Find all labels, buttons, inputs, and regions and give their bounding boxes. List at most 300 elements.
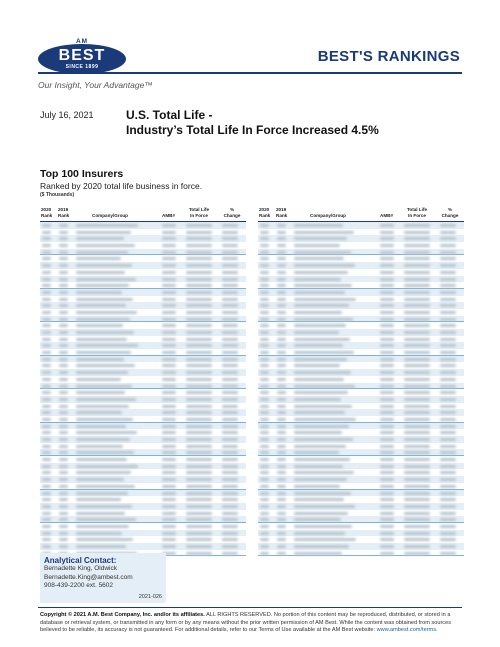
blurred-cell [294, 451, 339, 454]
blurred-cell [260, 512, 269, 515]
blurred-cell [440, 351, 456, 354]
blurred-cell [186, 284, 212, 287]
contact-email[interactable]: Bernadette.King@ambest.com [44, 573, 133, 581]
blurred-cell [380, 465, 394, 468]
table-row [258, 362, 464, 369]
blurred-cell [294, 431, 342, 434]
blurred-cell [59, 237, 68, 240]
blurred-cell [294, 538, 356, 541]
blurred-cell [42, 304, 51, 307]
blurred-cell [162, 398, 176, 401]
blurred-cell [186, 257, 212, 260]
blurred-cell [222, 505, 238, 508]
blurred-cell [294, 512, 348, 515]
blurred-cell [59, 251, 68, 254]
blurred-cell [380, 471, 394, 474]
blurred-cell [76, 385, 132, 388]
blurred-cell [186, 298, 212, 301]
blurred-cell [380, 518, 394, 521]
footer-disclaimer [40, 612, 462, 635]
brand-title: BEST'S RANKINGS [317, 48, 460, 65]
blurred-cell [42, 525, 51, 528]
blurred-cell [76, 518, 136, 521]
blurred-cell [440, 278, 456, 281]
table-row [40, 389, 246, 396]
blurred-cell [380, 304, 394, 307]
blurred-cell [76, 358, 124, 361]
table-row [258, 503, 464, 510]
blurred-cell [404, 331, 430, 334]
blurred-cell [380, 512, 394, 515]
blurred-cell [440, 311, 456, 314]
blurred-cell [186, 231, 212, 234]
blurred-cell [162, 465, 176, 468]
table-row [258, 369, 464, 376]
blurred-cell [222, 231, 238, 234]
blurred-cell [260, 445, 269, 448]
blurred-cell [294, 224, 343, 227]
blurred-cell [76, 492, 128, 495]
blurred-cell [59, 358, 68, 361]
table-row [40, 316, 246, 323]
table-row [258, 469, 464, 476]
blurred-cell [186, 371, 212, 374]
blurred-cell [440, 257, 456, 260]
table-row [258, 255, 464, 262]
blurred-cell [380, 338, 394, 341]
blurred-cell [440, 224, 456, 227]
blurred-cell [404, 552, 430, 555]
blurred-cell [222, 545, 238, 548]
blurred-cell [222, 237, 238, 240]
blurred-cell [277, 231, 286, 234]
blurred-cell [260, 431, 269, 434]
blurred-cell [59, 391, 68, 394]
blurred-cell [186, 411, 212, 414]
blurred-cell [186, 538, 212, 541]
am-best-logo[interactable] [38, 40, 126, 74]
blurred-cell [162, 338, 176, 341]
blurred-cell [294, 257, 344, 260]
footer-divider [38, 607, 462, 608]
blurred-cell [76, 231, 131, 234]
blurred-cell [59, 371, 68, 374]
blurred-cell [404, 251, 430, 254]
blurred-cell [42, 291, 51, 294]
blurred-cell [162, 264, 176, 267]
blurred-cell [76, 391, 125, 394]
table-row [258, 276, 464, 283]
blurred-cell [277, 478, 286, 481]
tagline: Our Insight, Your Advantage™ [38, 80, 153, 90]
blurred-cell [59, 498, 68, 501]
table-row [40, 282, 246, 289]
page-header [0, 0, 500, 100]
blurred-cell [404, 411, 430, 414]
blurred-cell [277, 224, 286, 227]
blurred-cell [162, 411, 176, 414]
blurred-cell [162, 291, 176, 294]
blurred-cell [380, 331, 394, 334]
table-row [258, 269, 464, 276]
blurred-cell [76, 351, 131, 354]
table-row [40, 362, 246, 369]
blurred-cell [404, 298, 430, 301]
blurred-cell [294, 251, 351, 254]
table-row [258, 476, 464, 483]
blurred-cell [76, 438, 130, 441]
blurred-cell [404, 318, 430, 321]
blurred-cell [440, 418, 456, 421]
blurred-cell [260, 371, 269, 374]
blurred-cell [294, 405, 352, 408]
blurred-cell [59, 471, 68, 474]
report-title-line2: Industry’s Total Life In Force Increased 4.5% [126, 123, 379, 137]
blurred-cell [260, 318, 269, 321]
blurred-cell [294, 311, 342, 314]
blurred-cell [404, 257, 430, 260]
blurred-cell [404, 378, 430, 381]
blurred-cell [277, 331, 286, 334]
header-life-in-force: Total Life In Force [406, 207, 428, 218]
blurred-cell [260, 385, 269, 388]
blurred-cell [59, 525, 68, 528]
blurred-cell [440, 318, 456, 321]
blurred-cell [260, 405, 269, 408]
blurred-cell [222, 485, 238, 488]
blurred-cell [440, 385, 456, 388]
blurred-cell [59, 244, 68, 247]
blurred-cell [222, 298, 238, 301]
blurred-cell [222, 492, 238, 495]
table-row [40, 423, 246, 430]
blurred-cell [76, 371, 128, 374]
table-row [258, 490, 464, 497]
blurred-cell [380, 291, 394, 294]
blurred-cell [404, 525, 430, 528]
table-row [258, 510, 464, 517]
blurred-cell [76, 471, 131, 474]
logo-since-text: SINCE 1899 [65, 64, 99, 70]
blurred-cell [162, 284, 176, 287]
blurred-cell [186, 344, 212, 347]
table-row [40, 276, 246, 283]
blurred-cell [260, 518, 269, 521]
blurred-cell [440, 371, 456, 374]
table-row [40, 476, 246, 483]
header-amb: AMB# [380, 213, 394, 218]
blurred-cell [59, 257, 68, 260]
blurred-cell [42, 331, 51, 334]
blurred-cell [42, 338, 51, 341]
table-row [258, 242, 464, 249]
blurred-cell [380, 552, 394, 555]
blurred-cell [42, 498, 51, 501]
blurred-cell [440, 518, 456, 521]
blurred-cell [59, 224, 68, 227]
blurred-cell [162, 364, 176, 367]
header-rank-2020: 2020 Rank [41, 207, 53, 218]
blurred-cell [260, 465, 269, 468]
table-row [40, 262, 246, 269]
blurred-cell [380, 391, 394, 394]
blurred-cell [404, 431, 430, 434]
blurred-cell [162, 271, 176, 274]
blurred-cell [277, 264, 286, 267]
blurred-cell [277, 552, 286, 555]
blurred-cell [186, 338, 212, 341]
blurred-cell [76, 378, 121, 381]
blurred-cell [59, 418, 68, 421]
table-row [258, 235, 464, 242]
table-row [258, 356, 464, 363]
blurred-cell [42, 344, 51, 347]
blurred-cell [404, 371, 430, 374]
table-row [40, 249, 246, 256]
blurred-cell [222, 304, 238, 307]
table-row [40, 342, 246, 349]
blurred-cell [162, 525, 176, 528]
blurred-cell [260, 364, 269, 367]
blurred-cell [59, 438, 68, 441]
blurred-cell [294, 471, 354, 474]
table-row [258, 296, 464, 303]
table-row [40, 396, 246, 403]
blurred-cell [277, 465, 286, 468]
blurred-cell [404, 351, 430, 354]
table-row [40, 490, 246, 497]
blurred-cell [162, 371, 176, 374]
table-row [40, 255, 246, 262]
table-row [258, 342, 464, 349]
blurred-cell [277, 405, 286, 408]
blurred-cell [59, 485, 68, 488]
logo-best-text: BEST [58, 47, 106, 64]
blurred-cell [404, 338, 430, 341]
table-row [258, 383, 464, 390]
section-title: Top 100 Insurers [40, 168, 124, 180]
blurred-cell [222, 518, 238, 521]
blurred-cell [42, 284, 51, 287]
blurred-cell [404, 284, 430, 287]
table-row [258, 302, 464, 309]
table-header [258, 206, 464, 222]
blurred-cell [162, 278, 176, 281]
blurred-cell [380, 398, 394, 401]
blurred-cell [440, 398, 456, 401]
blurred-cell [59, 378, 68, 381]
table-row [258, 496, 464, 503]
blurred-cell [260, 351, 269, 354]
blurred-cell [222, 271, 238, 274]
blurred-cell [294, 318, 353, 321]
blurred-cell [277, 532, 286, 535]
terms-link[interactable]: www.ambest.com/terms [376, 627, 437, 634]
blurred-cell [222, 358, 238, 361]
table-header [40, 206, 246, 222]
blurred-cell [260, 338, 269, 341]
blurred-cell [76, 458, 127, 461]
blurred-cell [222, 418, 238, 421]
blurred-cell [76, 405, 129, 408]
blurred-cell [186, 318, 212, 321]
blurred-cell [277, 358, 286, 361]
blurred-cell [440, 438, 456, 441]
header-life-in-force: Total Life In Force [188, 207, 210, 218]
blurred-cell [186, 351, 212, 354]
blurred-cell [380, 311, 394, 314]
blurred-cell [277, 338, 286, 341]
table-row [258, 376, 464, 383]
header-amb: AMB# [162, 213, 176, 218]
blurred-cell [186, 251, 212, 254]
blurred-cell [294, 498, 344, 501]
blurred-cell [277, 364, 286, 367]
blurred-cell [186, 478, 212, 481]
blurred-cell [76, 451, 134, 454]
blurred-cell [294, 438, 353, 441]
blurred-cell [277, 545, 286, 548]
table-row [40, 322, 246, 329]
blurred-cell [59, 545, 68, 548]
blurred-cell [294, 237, 347, 240]
blurred-cell [294, 411, 345, 414]
blurred-cell [42, 398, 51, 401]
blurred-cell [277, 237, 286, 240]
blurred-cell [277, 471, 286, 474]
blurred-cell [42, 264, 51, 267]
blurred-cell [42, 364, 51, 367]
blurred-cell [76, 318, 130, 321]
blurred-cell [162, 458, 176, 461]
footer-copyright: Copyright © 2021 A.M. Best Company, Inc. and/or its affiliates. [40, 612, 205, 618]
blurred-cell [42, 224, 51, 227]
blurred-cell [260, 291, 269, 294]
blurred-cell [380, 458, 394, 461]
blurred-cell [59, 304, 68, 307]
blurred-cell [440, 304, 456, 307]
blurred-cell [294, 532, 345, 535]
blurred-cell [162, 257, 176, 260]
blurred-cell [59, 231, 68, 234]
blurred-cell [380, 492, 394, 495]
blurred-cell [186, 304, 212, 307]
rankings-table-right [258, 206, 464, 556]
section-subtitle: Ranked by 2020 total life business in force. [40, 181, 203, 191]
blurred-cell [162, 344, 176, 347]
blurred-cell [277, 291, 286, 294]
blurred-cell [440, 465, 456, 468]
blurred-cell [59, 364, 68, 367]
blurred-cell [260, 257, 269, 260]
table-row [40, 302, 246, 309]
blurred-cell [277, 451, 286, 454]
blurred-cell [294, 552, 342, 555]
blurred-cell [186, 237, 212, 240]
blurred-cell [380, 264, 394, 267]
blurred-cell [294, 418, 356, 421]
blurred-cell [222, 251, 238, 254]
blurred-cell [294, 445, 346, 448]
blurred-cell [59, 411, 68, 414]
blurred-cell [76, 271, 125, 274]
report-title [126, 108, 379, 138]
blurred-cell [260, 344, 269, 347]
table-row [40, 429, 246, 436]
blurred-cell [440, 378, 456, 381]
blurred-cell [42, 385, 51, 388]
blurred-cell [59, 451, 68, 454]
blurred-cell [76, 324, 123, 327]
header-rank-2019: 2019 Rank [276, 207, 288, 218]
blurred-cell [42, 471, 51, 474]
blurred-cell [186, 518, 212, 521]
blurred-cell [380, 438, 394, 441]
table-row [258, 449, 464, 456]
blurred-cell [42, 298, 51, 301]
blurred-cell [76, 338, 127, 341]
table-row [258, 483, 464, 490]
blurred-cell [404, 311, 430, 314]
blurred-cell [222, 324, 238, 327]
blurred-cell [42, 351, 51, 354]
blurred-cell [440, 358, 456, 361]
blurred-cell [222, 532, 238, 535]
blurred-cell [162, 425, 176, 428]
blurred-cell [404, 485, 430, 488]
blurred-cell [260, 438, 269, 441]
blurred-cell [440, 364, 456, 367]
table-row [40, 536, 246, 543]
blurred-cell [76, 364, 135, 367]
blurred-cell [42, 512, 51, 515]
blurred-cell [277, 391, 286, 394]
blurred-cell [440, 478, 456, 481]
blurred-cell [440, 505, 456, 508]
blurred-cell [222, 438, 238, 441]
blurred-cell [277, 385, 286, 388]
blurred-cell [59, 324, 68, 327]
blurred-cell [222, 278, 238, 281]
blurred-cell [222, 405, 238, 408]
blurred-cell [440, 458, 456, 461]
blurred-cell [186, 498, 212, 501]
blurred-cell [162, 311, 176, 314]
blurred-cell [294, 505, 355, 508]
blurred-cell [260, 552, 269, 555]
blurred-cell [260, 425, 269, 428]
blurred-cell [277, 431, 286, 434]
blurred-cell [380, 378, 394, 381]
blurred-cell [76, 257, 121, 260]
blurred-cell [162, 438, 176, 441]
header-pct-change: % Change [441, 207, 459, 218]
blurred-cell [42, 231, 51, 234]
blurred-cell [222, 498, 238, 501]
blurred-cell [404, 478, 430, 481]
blurred-cell [440, 471, 456, 474]
blurred-cell [222, 244, 238, 247]
blurred-cell [294, 364, 340, 367]
blurred-cell [59, 351, 68, 354]
blurred-cell [186, 364, 212, 367]
blurred-cell [76, 224, 138, 227]
blurred-cell [294, 351, 354, 354]
blurred-cell [277, 244, 286, 247]
section-units: ($ Thousands) [40, 192, 75, 198]
blurred-cell [42, 418, 51, 421]
table-row [40, 235, 246, 242]
